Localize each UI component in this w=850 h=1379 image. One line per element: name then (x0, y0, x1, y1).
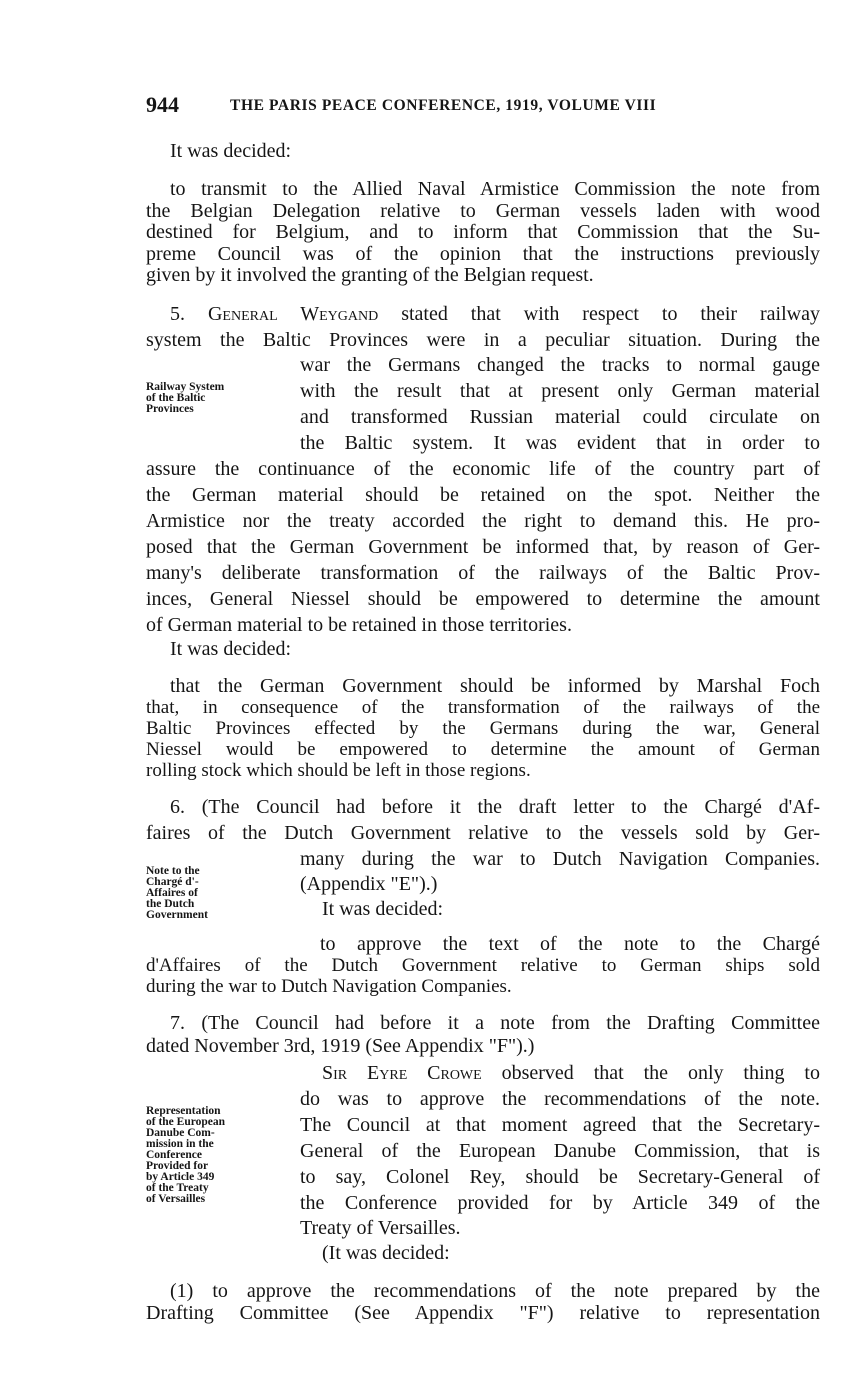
text-line: the Belgian Delegation relative to German vessels laden with wood (146, 200, 820, 222)
text-line: the Conference provided for by Article 349 of the (300, 1192, 820, 1214)
speaker-name: Sir Eyre Crowe (322, 1062, 482, 1084)
text-line: (1) to approve the recommendations of the note prepared by the (170, 1280, 820, 1302)
text-line: It was decided: (322, 898, 444, 920)
page-number: 944 (146, 92, 179, 117)
text-line: d'Affaires of the Dutch Government relative to German ships sold (146, 955, 820, 976)
text-line: (It was decided: (322, 1242, 450, 1264)
text-line: during the war to Dutch Navigation Companies. (146, 976, 512, 997)
page-header (146, 92, 826, 122)
text-line: Drafting Committee (See Appendix "F") relative to representation (146, 1302, 820, 1324)
text-line: faires of the Dutch Government relative to the vessels sold by Ger- (146, 822, 820, 844)
text-line: that, in consequence of the transformation of the railways of the (146, 697, 820, 718)
text-line: system the Baltic Provinces were in a peculiar situation. During the (146, 329, 820, 351)
text-line: the Baltic system. It was evident that in order to (300, 432, 820, 454)
speaker-name: General Weygand (207, 303, 379, 325)
text-line: many during the war to Dutch Navigation Companies. (300, 848, 820, 870)
text-line: preme Council was of the opinion that the instructions previously (146, 243, 820, 265)
text-line: destined for Belgium, and to inform that Commission that the Su- (146, 221, 820, 243)
margin-note-dutch: Note to the Chargé d'- Affaires of the Dutch Government (146, 865, 208, 921)
text-line: to say, Colonel Rey, should be Secretary-General of (300, 1166, 820, 1188)
text-line: to transmit to the Allied Naval Armistice Commission the note from (170, 178, 820, 200)
text-line: Baltic Provinces effected by the Germans during the war, General (146, 718, 820, 739)
text-line: that the German Government should be informed by Marshal Foch (170, 675, 820, 697)
text-line: dated November 3rd, 1919 (See Appendix "F").) (146, 1035, 535, 1057)
text-line: to approve the text of the note to the Chargé (320, 933, 820, 955)
text-line: given by it involved the granting of the Belgian request. (146, 264, 594, 286)
text-line: Treaty of Versailles. (300, 1217, 461, 1239)
text-line: do was to approve the recommendations of the note. (300, 1088, 820, 1110)
text-line: assure the continuance of the economic life of the country part of (146, 458, 820, 480)
text-line: with the result that at present only German material (300, 380, 820, 402)
text-line: 5. General Weygand stated that with respect to their railway (170, 303, 820, 325)
text-line: Armistice nor the treaty accorded the right to demand this. He pro- (146, 510, 820, 532)
text-line: inces, General Niessel should be empowered to determine the amount (146, 588, 820, 610)
running-title: THE PARIS PEACE CONFERENCE, 1919, VOLUME VIII (230, 97, 657, 114)
text-line: and transformed Russian material could circulate on (300, 406, 820, 428)
text-line: posed that the German Government be informed that, by reason of Ger- (146, 536, 820, 558)
text-line: Sir Eyre Crowe observed that the only thing to (322, 1062, 820, 1084)
text-line: Niessel would be empowered to determine the amount of German (146, 739, 820, 760)
text-line: The Council at that moment agreed that the Secretary- (300, 1114, 820, 1136)
item-number: 5. (170, 303, 185, 325)
text-line: of German material to be retained in those territories. (146, 614, 572, 636)
text-line: many's deliberate transformation of the railways of the Baltic Prov- (146, 562, 820, 584)
text-line: rolling stock which should be left in those regions. (146, 760, 531, 781)
text-line: 6. (The Council had before it the draft letter to the Chargé d'Af- (170, 796, 820, 818)
margin-note-railway: Railway System of the Baltic Provinces (146, 381, 225, 415)
text-line: 7. (The Council had before it a note from the Drafting Committee (170, 1012, 820, 1034)
text-line: General of the European Danube Commission, that is (300, 1140, 820, 1162)
text-line: It was decided: (170, 638, 292, 660)
text-line: (Appendix "E").) (300, 873, 438, 895)
text-line: war the Germans changed the tracks to normal gauge (300, 354, 820, 376)
text-line: It was decided: (170, 140, 292, 162)
text-line: the German material should be retained on the spot. Neither the (146, 484, 820, 506)
margin-note-danube: Representation of the European Danube Com- mission in the Conference Provided for by Article 349 of the Treaty of Versailles (146, 1105, 226, 1205)
